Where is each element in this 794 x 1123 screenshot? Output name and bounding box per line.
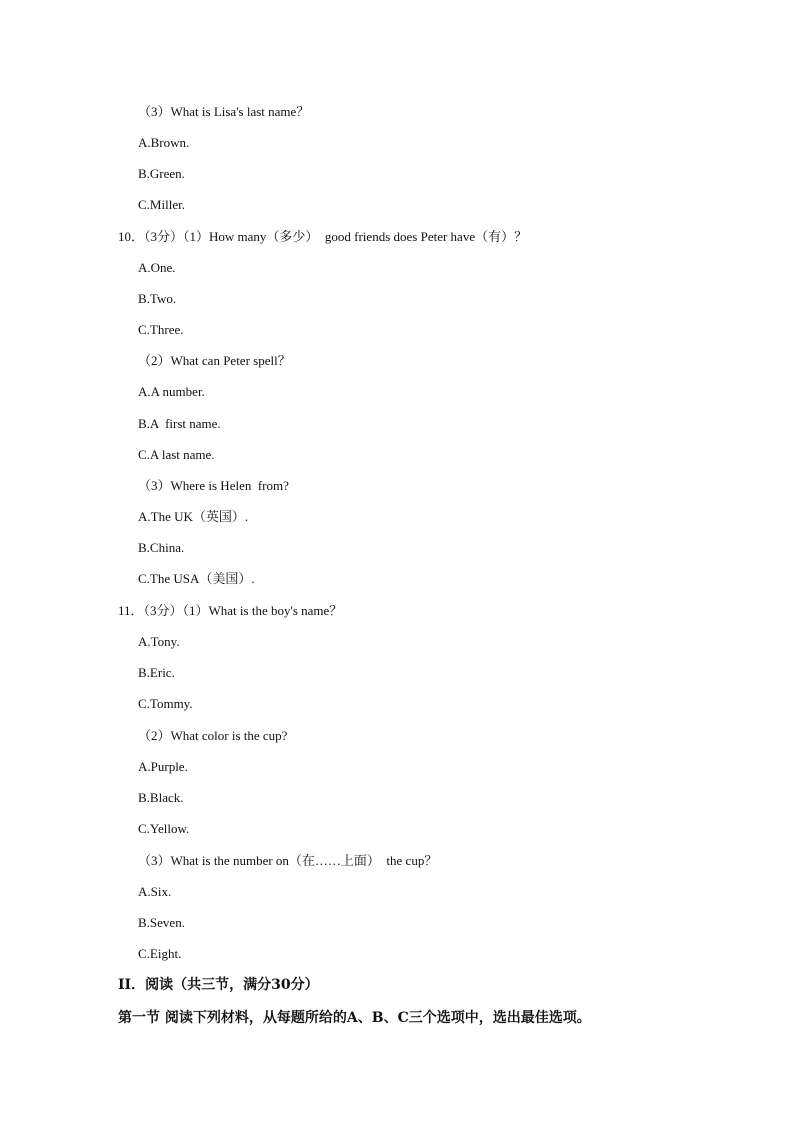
question-prompt: （2）What can Peter spell？ <box>138 353 291 368</box>
question-header: 10．（3分）（1）How many（多少） good friends does Peter have（有）？ <box>118 229 528 244</box>
section-instruction: 第一节 阅读下列材料，从每题所给的A、B、C三个选项中，选出最佳选项。 <box>118 1010 591 1026</box>
answer-option: A.The UK（英国）. <box>138 509 249 524</box>
answer-option: B.Two. <box>138 291 177 306</box>
answer-option: B.China. <box>138 540 185 555</box>
answer-option: A.Six. <box>138 884 172 899</box>
question-prompt: （2）What color is the cup? <box>138 728 288 743</box>
question-prompt: （3）What is Lisa's last name？ <box>138 104 310 119</box>
question-prompt: （3）What is the number on（在……上面） the cup？ <box>138 853 438 868</box>
question-prompt: （3）Where is Helen from? <box>138 478 289 493</box>
answer-option: A.A number. <box>138 384 205 399</box>
answer-option: B.A first name. <box>138 416 221 431</box>
answer-option: A.Tony. <box>138 634 180 649</box>
question-header: 11．（3分）（1）What is the boy's name？ <box>118 603 343 618</box>
answer-option: C.Three. <box>138 322 184 337</box>
answer-option: C.Yellow. <box>138 821 190 836</box>
answer-option: C.Tommy. <box>138 696 193 711</box>
answer-option: C.The USA（美国）. <box>138 571 255 586</box>
answer-option: A.Purple. <box>138 759 188 774</box>
answer-option: C.Eight. <box>138 946 182 961</box>
answer-option: C.Miller. <box>138 197 185 212</box>
answer-option: B.Green. <box>138 166 185 181</box>
answer-option: C.A last name. <box>138 447 215 462</box>
answer-option: B.Eric. <box>138 665 175 680</box>
section-title: II．阅读（共三节，满分30分） <box>118 977 319 993</box>
answer-option: A.One. <box>138 260 176 275</box>
answer-option: B.Black. <box>138 790 184 805</box>
answer-option: A.Brown. <box>138 135 190 150</box>
answer-option: B.Seven. <box>138 915 185 930</box>
